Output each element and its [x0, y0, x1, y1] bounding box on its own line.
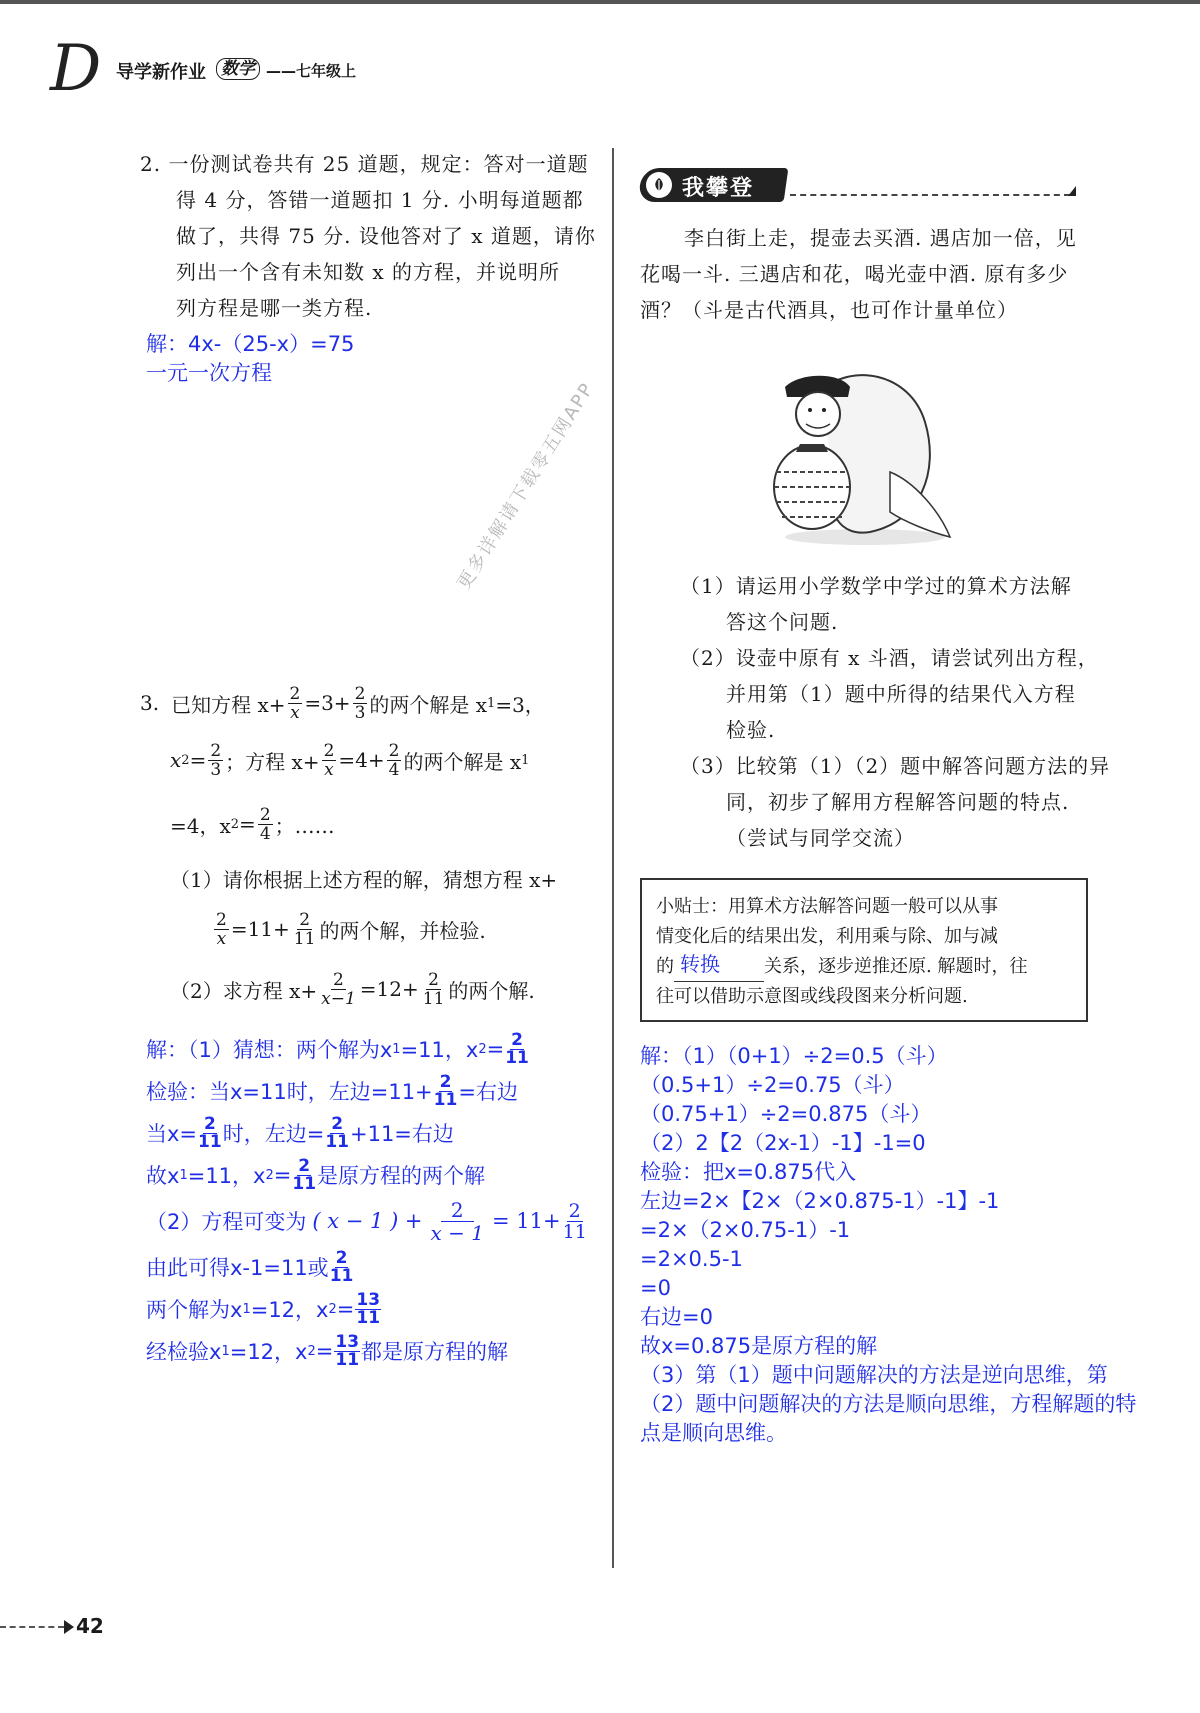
fraction: [258, 806, 273, 843]
text: （2）方程可变为: [146, 1210, 307, 1234]
subscript: 1: [242, 1301, 251, 1317]
climb-problem: [640, 220, 1077, 328]
answer-line: 一元一次方程: [146, 361, 272, 385]
text: 关系，逐步逆推还原. 解题时，往: [764, 956, 1028, 977]
subscript: 1: [392, 1041, 401, 1057]
header-dashes: [790, 194, 1070, 196]
subquestion-line: （1）请运用小学数学中学过的算术方法解: [680, 574, 1072, 598]
text: 的两个解，并检验.: [319, 918, 486, 943]
problem-line: 李白街上走，提壶去买酒. 遇店加一倍，见: [684, 226, 1077, 250]
numerator: 2: [298, 1155, 311, 1176]
book-title: 导学新作业: [116, 62, 206, 83]
climb-section-header: [640, 168, 1080, 204]
fraction: [353, 685, 368, 722]
numerator: 2: [216, 909, 227, 930]
fraction: [421, 971, 447, 1008]
subscript: 1: [521, 752, 530, 768]
text: 是原方程的两个解: [317, 1164, 486, 1188]
fraction: [563, 1201, 587, 1242]
text: =4，x: [170, 813, 231, 838]
question-number: 3.: [140, 691, 160, 715]
numerator: 2: [388, 740, 400, 761]
fraction: [322, 742, 337, 779]
subquestion-line: 并用第（1）题中所得的结果代入方程: [726, 682, 1076, 706]
denominator: 11: [293, 928, 316, 949]
text: =4+: [338, 748, 385, 772]
text: 时，左边=: [222, 1122, 325, 1146]
denominator: 11: [505, 1047, 529, 1068]
text: =3，: [495, 692, 545, 717]
answer-line: 故x=0.875是原方程的解: [640, 1334, 878, 1358]
text: 的两个解是 x: [369, 692, 488, 717]
numerator: 2: [428, 969, 439, 990]
subject-label: 数学: [216, 58, 260, 80]
tip-line: 小贴士：用算术方法解答问题一般可以从事: [656, 896, 998, 917]
q2-line: 列方程是哪一类方程.: [176, 296, 373, 320]
answer-line: 解：4x-（25-x）=75: [146, 332, 355, 356]
numerator: 2: [333, 969, 344, 990]
numerator: 2: [331, 1113, 344, 1134]
numerator: 2: [439, 1071, 452, 1092]
answer-line: 右边=0: [640, 1305, 713, 1329]
answer-line: 左边=2×【2×（2×0.875-1）-1】-1: [640, 1189, 1000, 1213]
footer-dashes: [0, 1626, 64, 1628]
text: =3+: [304, 691, 351, 715]
fraction: [329, 1247, 354, 1286]
text: =11，x: [400, 1038, 479, 1062]
tip-line: 情变化后的结果出发，利用乘与除、加与减: [656, 926, 998, 947]
q3-line-1: [140, 678, 557, 728]
answer-line: [146, 1112, 589, 1154]
subscript: 2: [265, 1167, 274, 1183]
answer-line: 点是顺向思维。: [640, 1421, 787, 1445]
fraction: [292, 1155, 317, 1194]
tip-blank: [674, 952, 764, 982]
text: 已知方程 x+: [171, 692, 286, 717]
problem-line: 花喝一斗. 三遇店和花，喝光壶中酒. 原有多少: [640, 262, 1069, 286]
tip-line: [656, 952, 1072, 982]
subscript: 2: [307, 1343, 316, 1359]
numerator: 2: [259, 804, 271, 825]
subquestion-line: （3）比较第（1）（2）题中解答问题方法的异: [680, 754, 1111, 778]
subquestion-line: （尝试与同学交流）: [726, 826, 915, 850]
subscript: 1: [221, 1343, 230, 1359]
question-3: [140, 678, 557, 1020]
answer-line: [146, 1028, 589, 1070]
corner-triangle: [1068, 186, 1076, 196]
text: =右边: [458, 1080, 518, 1104]
denominator: 3: [354, 702, 366, 723]
denominator: 4: [388, 759, 400, 780]
text: ( x − 1 ) +: [312, 1209, 423, 1233]
text: 两个解为x: [146, 1298, 243, 1322]
fraction: [431, 1199, 484, 1244]
q3-sub1-line-1: [140, 856, 557, 900]
fraction: [214, 911, 229, 948]
subquestion-line: 同，初步了解用方程解答问题的特点.: [726, 790, 1070, 814]
denominator: x: [290, 702, 300, 723]
text: 都是原方程的解: [361, 1340, 509, 1364]
numerator: 2: [511, 1029, 523, 1050]
text: =: [273, 1163, 292, 1187]
answer-line: （0.5+1）÷2=0.75（斗）: [640, 1073, 905, 1097]
fraction: [433, 1071, 458, 1110]
q3-sub1-line-2: [140, 900, 557, 958]
answer-line: =2×（2×0.75-1）-1: [640, 1218, 851, 1242]
column-divider: [612, 148, 614, 1568]
top-edge: [0, 0, 1200, 4]
li-bai-illustration: [740, 352, 970, 552]
answer-line: 解：（1）（0+1）÷2=0.5（斗）: [640, 1044, 948, 1068]
answer-line: =2×0.5-1: [640, 1247, 743, 1271]
fraction: [292, 911, 318, 948]
numerator: 2: [289, 683, 301, 704]
denominator: 11: [356, 1307, 381, 1328]
numerator: 13: [335, 1331, 360, 1352]
fraction: [208, 742, 223, 779]
fraction: [198, 1113, 222, 1152]
denominator: x: [324, 759, 334, 780]
logo-letter: D: [50, 32, 102, 106]
denominator: x−1: [321, 988, 356, 1009]
answer-line: [146, 1154, 589, 1196]
text: +11=右边: [349, 1122, 454, 1146]
answer-line: 检验：把x=0.875代入: [640, 1160, 857, 1184]
denominator: 11: [325, 1131, 349, 1152]
denominator: 3: [210, 759, 222, 780]
text: =12，x: [229, 1340, 308, 1364]
fraction: [355, 1289, 381, 1328]
answer-line: （0.75+1）÷2=0.875（斗）: [640, 1102, 932, 1126]
answer-line: [146, 1070, 589, 1112]
answer-line: [146, 1288, 589, 1330]
answer-line: （2）2【2（2x-1）-1】-1=0: [640, 1131, 926, 1155]
grade-label: ——七年级上: [266, 62, 357, 80]
tip-line: 往可以借助示意图或线段图来分析问题.: [656, 986, 968, 1007]
text: （2）求方程 x+: [170, 978, 318, 1003]
text: 的: [656, 956, 674, 977]
numerator: 2: [203, 1113, 216, 1134]
watermark: 更多详解请下载零五网APP: [453, 378, 599, 594]
fraction: [319, 971, 358, 1008]
q2-line: 列出一个含有未知数 x 的方程，并说明所: [176, 260, 560, 284]
fraction: [505, 1029, 529, 1068]
denominator: 11: [422, 988, 445, 1009]
text: =11，x: [187, 1164, 266, 1188]
denominator: 11: [292, 1173, 317, 1194]
answer-line: [146, 1330, 589, 1372]
answer-line: （2）题中问题解决的方法是顺向思维，方程解题的特: [640, 1392, 1137, 1416]
subscript: 1: [179, 1167, 188, 1183]
text: =: [239, 812, 256, 836]
text: =12+: [359, 977, 419, 1001]
subscript: 2: [181, 752, 190, 768]
text: =11+: [230, 917, 290, 941]
text: 的两个解.: [448, 978, 535, 1003]
climb-answer: [640, 1042, 1136, 1448]
page-footer: [0, 1612, 140, 1642]
subquestion-line: 答这个问题.: [726, 610, 839, 634]
text: ；方程 x+: [225, 749, 320, 774]
arrow-icon: [64, 1620, 74, 1634]
question-2: [140, 146, 596, 326]
text: 由此可得x-1=11或: [146, 1256, 329, 1280]
text: 检验：当x=11时，左边=11+: [146, 1080, 433, 1104]
leaf-icon: [646, 172, 672, 198]
climb-subquestions: [680, 568, 1110, 856]
denominator: 4: [259, 823, 271, 844]
q3-line-2: [140, 728, 557, 792]
subquestion-line: （2）设壶中原有 x 斗酒，请尝试列出方程，: [680, 646, 1099, 670]
numerator: 2: [335, 1247, 348, 1268]
text: 的两个解是 x: [403, 749, 522, 774]
q3-sub2-line: [140, 958, 557, 1020]
numerator: 2: [299, 909, 311, 930]
text: =: [336, 1297, 355, 1321]
q2-answer: [146, 330, 354, 388]
numerator: 2: [323, 740, 335, 761]
tip-blank-answer: 转换: [680, 952, 720, 976]
q3-line-3: [140, 792, 557, 856]
answer-line: （3）第（1）题中问题解决的方法是逆向思维，第: [640, 1363, 1108, 1387]
text: =12，x: [250, 1298, 329, 1322]
text: = 11+: [492, 1209, 561, 1233]
q2-line: 2. 一份测试卷共有 25 道题，规定：答对一道题: [140, 152, 589, 176]
text: 经检验x: [146, 1340, 222, 1364]
numerator: 2: [441, 1199, 474, 1222]
text: 当x=: [146, 1122, 198, 1146]
subscript: 2: [328, 1301, 337, 1317]
numerator: 2: [568, 1199, 581, 1222]
climb-title: 我攀登: [682, 176, 755, 201]
fraction: [325, 1113, 349, 1152]
answer-line: =0: [640, 1276, 671, 1300]
fraction: [387, 742, 402, 779]
text: x: [170, 748, 182, 772]
denominator: x: [216, 928, 227, 949]
text: =: [315, 1339, 334, 1363]
q2-line: 做了，共得 75 分. 设他答对了 x 道题，请你: [176, 224, 596, 248]
page-number: 42: [76, 1614, 104, 1638]
numerator: 2: [210, 740, 222, 761]
text: =: [189, 748, 207, 772]
denominator: 11: [433, 1089, 458, 1110]
fraction: [288, 685, 303, 722]
denominator: 11: [335, 1349, 360, 1370]
q3-answer: [146, 1028, 589, 1372]
denominator: 11: [562, 1220, 587, 1243]
answer-line: [146, 1246, 589, 1288]
text: =: [486, 1037, 505, 1061]
denominator: 11: [198, 1131, 222, 1152]
subquestion-line: 检验.: [726, 718, 776, 742]
denominator: 11: [329, 1265, 354, 1286]
answer-line: [146, 1196, 589, 1246]
text: 解：（1）猜想：两个解为x: [146, 1038, 393, 1062]
denominator: x − 1: [430, 1220, 485, 1245]
text: （1）请你根据上述方程的解，猜想方程 x+: [170, 867, 558, 892]
fraction: [334, 1331, 360, 1370]
subscript: 1: [487, 695, 496, 711]
numerator: 2: [354, 683, 366, 704]
tip-box: [640, 878, 1088, 1022]
text: 故x: [146, 1164, 180, 1188]
q2-line: 得 4 分，答错一道题扣 1 分. 小明每道题都: [176, 188, 584, 212]
page-header: [44, 32, 464, 108]
numerator: 13: [356, 1289, 381, 1310]
subscript: 2: [478, 1041, 487, 1057]
subscript: 2: [230, 816, 240, 832]
problem-line: 酒？（斗是古代酒具，也可作计量单位）: [640, 298, 1018, 322]
text: ；……: [274, 813, 335, 838]
